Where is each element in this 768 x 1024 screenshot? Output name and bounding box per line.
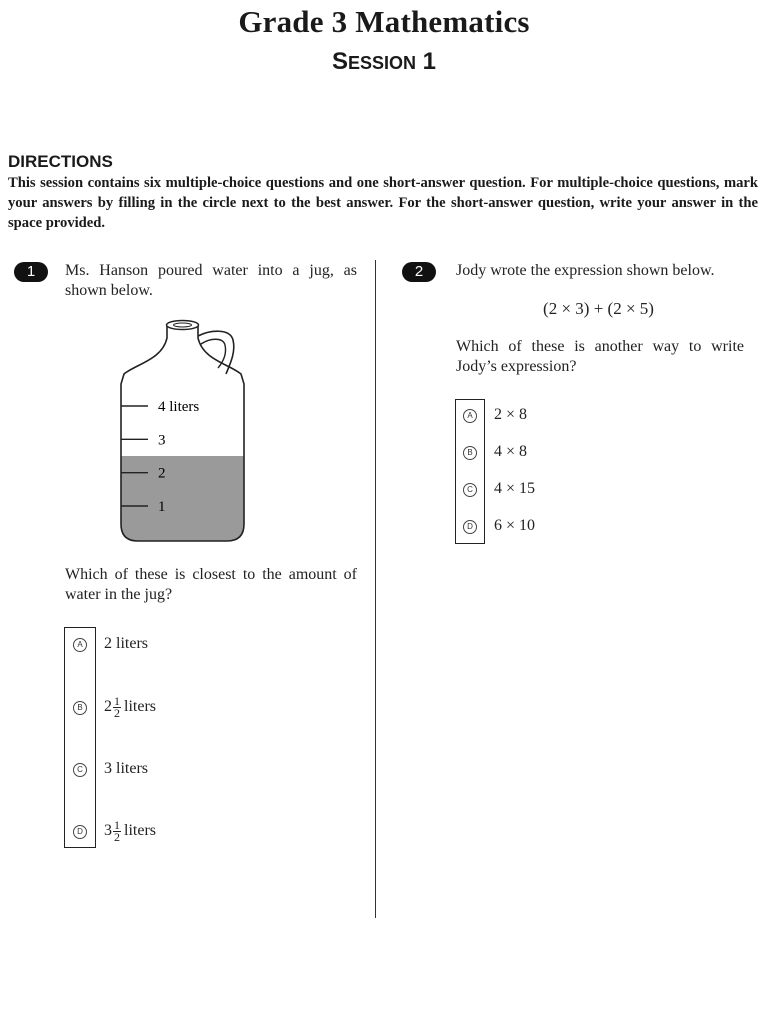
choice-q2-c[interactable]: 4 × 15: [494, 480, 536, 497]
directions-text: This session contains six multiple-choice questions and one short-answer question. For multiple-choice questions, mark your answers by filling in the circle next to the best answer. For the short-answer question, write your answer in the space provided.: [8, 175, 758, 231]
choice-q1-a[interactable]: 2 liters: [104, 635, 148, 652]
water-fill: [110, 456, 255, 548]
choice-q2-a[interactable]: 2 × 8: [494, 406, 528, 423]
fraction-one-half: $\frac{1}{2}$: [114, 818, 120, 844]
fraction-one-half: $\frac{1}{2}$: [114, 694, 120, 720]
question-2-badge: 2: [402, 262, 436, 282]
answer-box-q1: [64, 627, 96, 848]
choice-bubble-q1-a[interactable]: A: [73, 638, 87, 652]
question-1-badge: 1: [14, 262, 48, 282]
choice-q2-d[interactable]: 6 × 10: [494, 517, 536, 534]
question-2-prompt: Which of these is another way to write Jody’s expression?: [456, 338, 744, 375]
jug-illustration: [110, 316, 255, 548]
choice-q1-c[interactable]: 3 liters: [104, 760, 148, 777]
choice-bubble-q1-c[interactable]: C: [73, 763, 87, 777]
choice-q1-b[interactable]: 2 $\frac{1}{2}$ liters: [104, 694, 156, 720]
column-divider: [375, 260, 376, 918]
jug-tick-label: 2: [158, 465, 166, 482]
session-label: SESSION 1: [331, 48, 437, 75]
expression: (2 × 3) + (2 × 5): [543, 299, 654, 318]
question-1-prompt: Which of these is closest to the amount of water in the jug?: [65, 566, 357, 603]
choice-bubble-q2-b[interactable]: B: [463, 446, 477, 460]
directions-heading: DIRECTIONS: [8, 152, 113, 171]
choice-q2-b[interactable]: 4 × 8: [494, 443, 528, 460]
choice-bubble-q1-b[interactable]: B: [73, 701, 87, 715]
jug-tick-label: 4 liters: [158, 399, 200, 415]
question-2-text: Jody wrote the expression shown below.: [456, 262, 715, 279]
choice-bubble-q2-a[interactable]: A: [463, 409, 477, 423]
page-title: Grade 3 Mathematics: [238, 4, 530, 39]
jug-tick-label: 3: [158, 432, 166, 449]
jug-tick-label: 1: [158, 499, 166, 515]
choice-bubble-q1-d[interactable]: D: [73, 825, 87, 839]
choice-bubble-q2-d[interactable]: D: [463, 520, 477, 534]
choice-bubble-q2-c[interactable]: C: [463, 483, 477, 497]
choice-q1-d[interactable]: 3 $\frac{1}{2}$ liters: [104, 818, 156, 844]
question-1-text: Ms. Hanson poured water into a jug, as shown below.: [65, 262, 357, 299]
